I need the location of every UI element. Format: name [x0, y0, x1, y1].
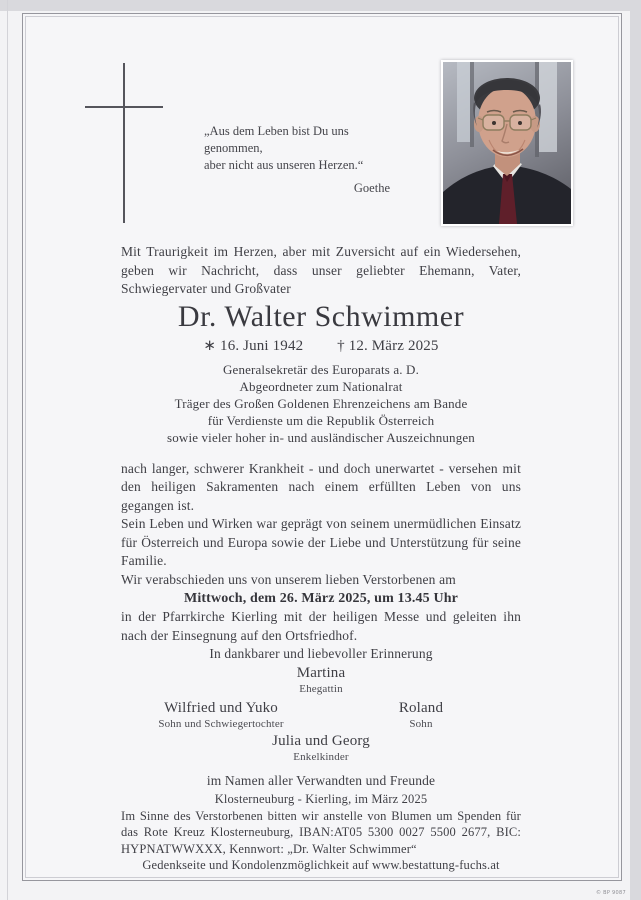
title-line: Abgeordneter zum Nationalrat — [239, 378, 403, 394]
scan-edge-top — [0, 0, 641, 11]
family-member-name: Julia und Georg — [272, 732, 370, 749]
title-line: Träger des Großen Goldenen Ehrenzeichens am Bande — [174, 395, 468, 411]
portrait-photo — [441, 60, 573, 226]
intro-paragraph: Mit Traurigkeit im Herzen, aber mit Zuversicht auf ein Wiedersehen, geben wir Nachricht, dass unser geliebter Ehemann, Vater, Schwiegervater und Großvater — [121, 244, 521, 296]
condolence-link-line: Gedenkseite und Kondolenzmöglichkeit auf www.bestattung-fuchs.at — [142, 858, 500, 872]
family-member-relation: Ehegattin — [299, 682, 343, 695]
family-member-relation: Sohn und Schwiegertochter — [158, 718, 284, 730]
remembrance-heading: In dankbarer und liebevoller Erinnerung — [209, 646, 433, 661]
notice-body — [121, 243, 521, 873]
scan-edge-left — [7, 0, 8, 900]
quote-line-1: „Aus dem Leben bist Du uns genommen, — [204, 124, 349, 155]
print-code: © BP 9087 — [595, 890, 626, 896]
quote-line-2: aber nicht aus unseren Herzen.“ — [204, 158, 364, 172]
family-row-grandchildren — [121, 732, 521, 765]
portrait-illustration — [443, 62, 571, 224]
scan-edge-right — [630, 0, 641, 900]
closing-line: im Namen aller Verwandten und Freunde — [206, 773, 436, 788]
family-row-spouse — [121, 664, 521, 697]
farewell-datetime: Mittwoch, dem 26. März 2025, um 13.45 Uhr — [183, 591, 459, 606]
birth-date: ∗ 16. Juni 1942 — [203, 337, 304, 354]
paragraph-legacy: Sein Leben und Wirken war geprägt von seinem unermüdlichen Einsatz für Österreich und Europa sowie der Liebe und Unterstützung für seine Familie. — [121, 516, 521, 568]
title-line: sowie vieler hoher in- und ausländischer Auszeichnungen — [167, 429, 475, 445]
cross-icon — [123, 63, 125, 223]
quote-block — [204, 123, 404, 197]
donation-note: Im Sinne des Verstorbenen bitten wir anstelle von Blumen um Spenden für das Rote Kreuz Klosterneuburg, IBAN:AT05 5300 0027 5500 2677, BIC: HYPNATWWXXX, Kennwort: „Dr. Walter Schwimmer“ — [121, 808, 521, 856]
title-line: Generalsekretär des Europarats a. D. — [223, 361, 419, 377]
family-member — [121, 699, 321, 732]
place-dateline: Klosterneuburg - Kierling, im März 2025 — [214, 791, 428, 806]
family-member-name: Roland — [398, 700, 444, 716]
family-member-name: Martina — [296, 664, 346, 681]
deceased-name: Dr. Walter Schwimmer — [177, 299, 465, 333]
title-line: für Verdienste um die Republik Österreich — [207, 412, 435, 428]
family-row-sons — [121, 699, 521, 732]
paragraph-illness: nach langer, schwerer Krankheit - und doch unerwartet - versehen mit den heiligen Sakramenten nach einem erfüllten Leben von uns gegangen ist. — [121, 460, 521, 513]
family-member — [321, 699, 521, 732]
farewell-location: in der Pfarrkirche Kierling mit der heiligen Messe und geleiten ihn nach der Einsegnung auf den Ortsfriedhof. — [121, 609, 521, 643]
death-date: † 12. März 2025 — [337, 337, 439, 354]
quote-attribution: Goethe — [353, 181, 390, 195]
farewell-intro: Wir verabschieden uns von unserem lieben Verstorbenen am — [121, 571, 456, 587]
life-dates — [121, 337, 521, 356]
titles-block — [121, 361, 521, 446]
family-member-relation: Enkelkinder — [293, 750, 349, 763]
family-member-name: Wilfried und Yuko — [164, 700, 278, 716]
cross-icon — [85, 106, 163, 108]
family-member-relation: Sohn — [409, 718, 433, 730]
